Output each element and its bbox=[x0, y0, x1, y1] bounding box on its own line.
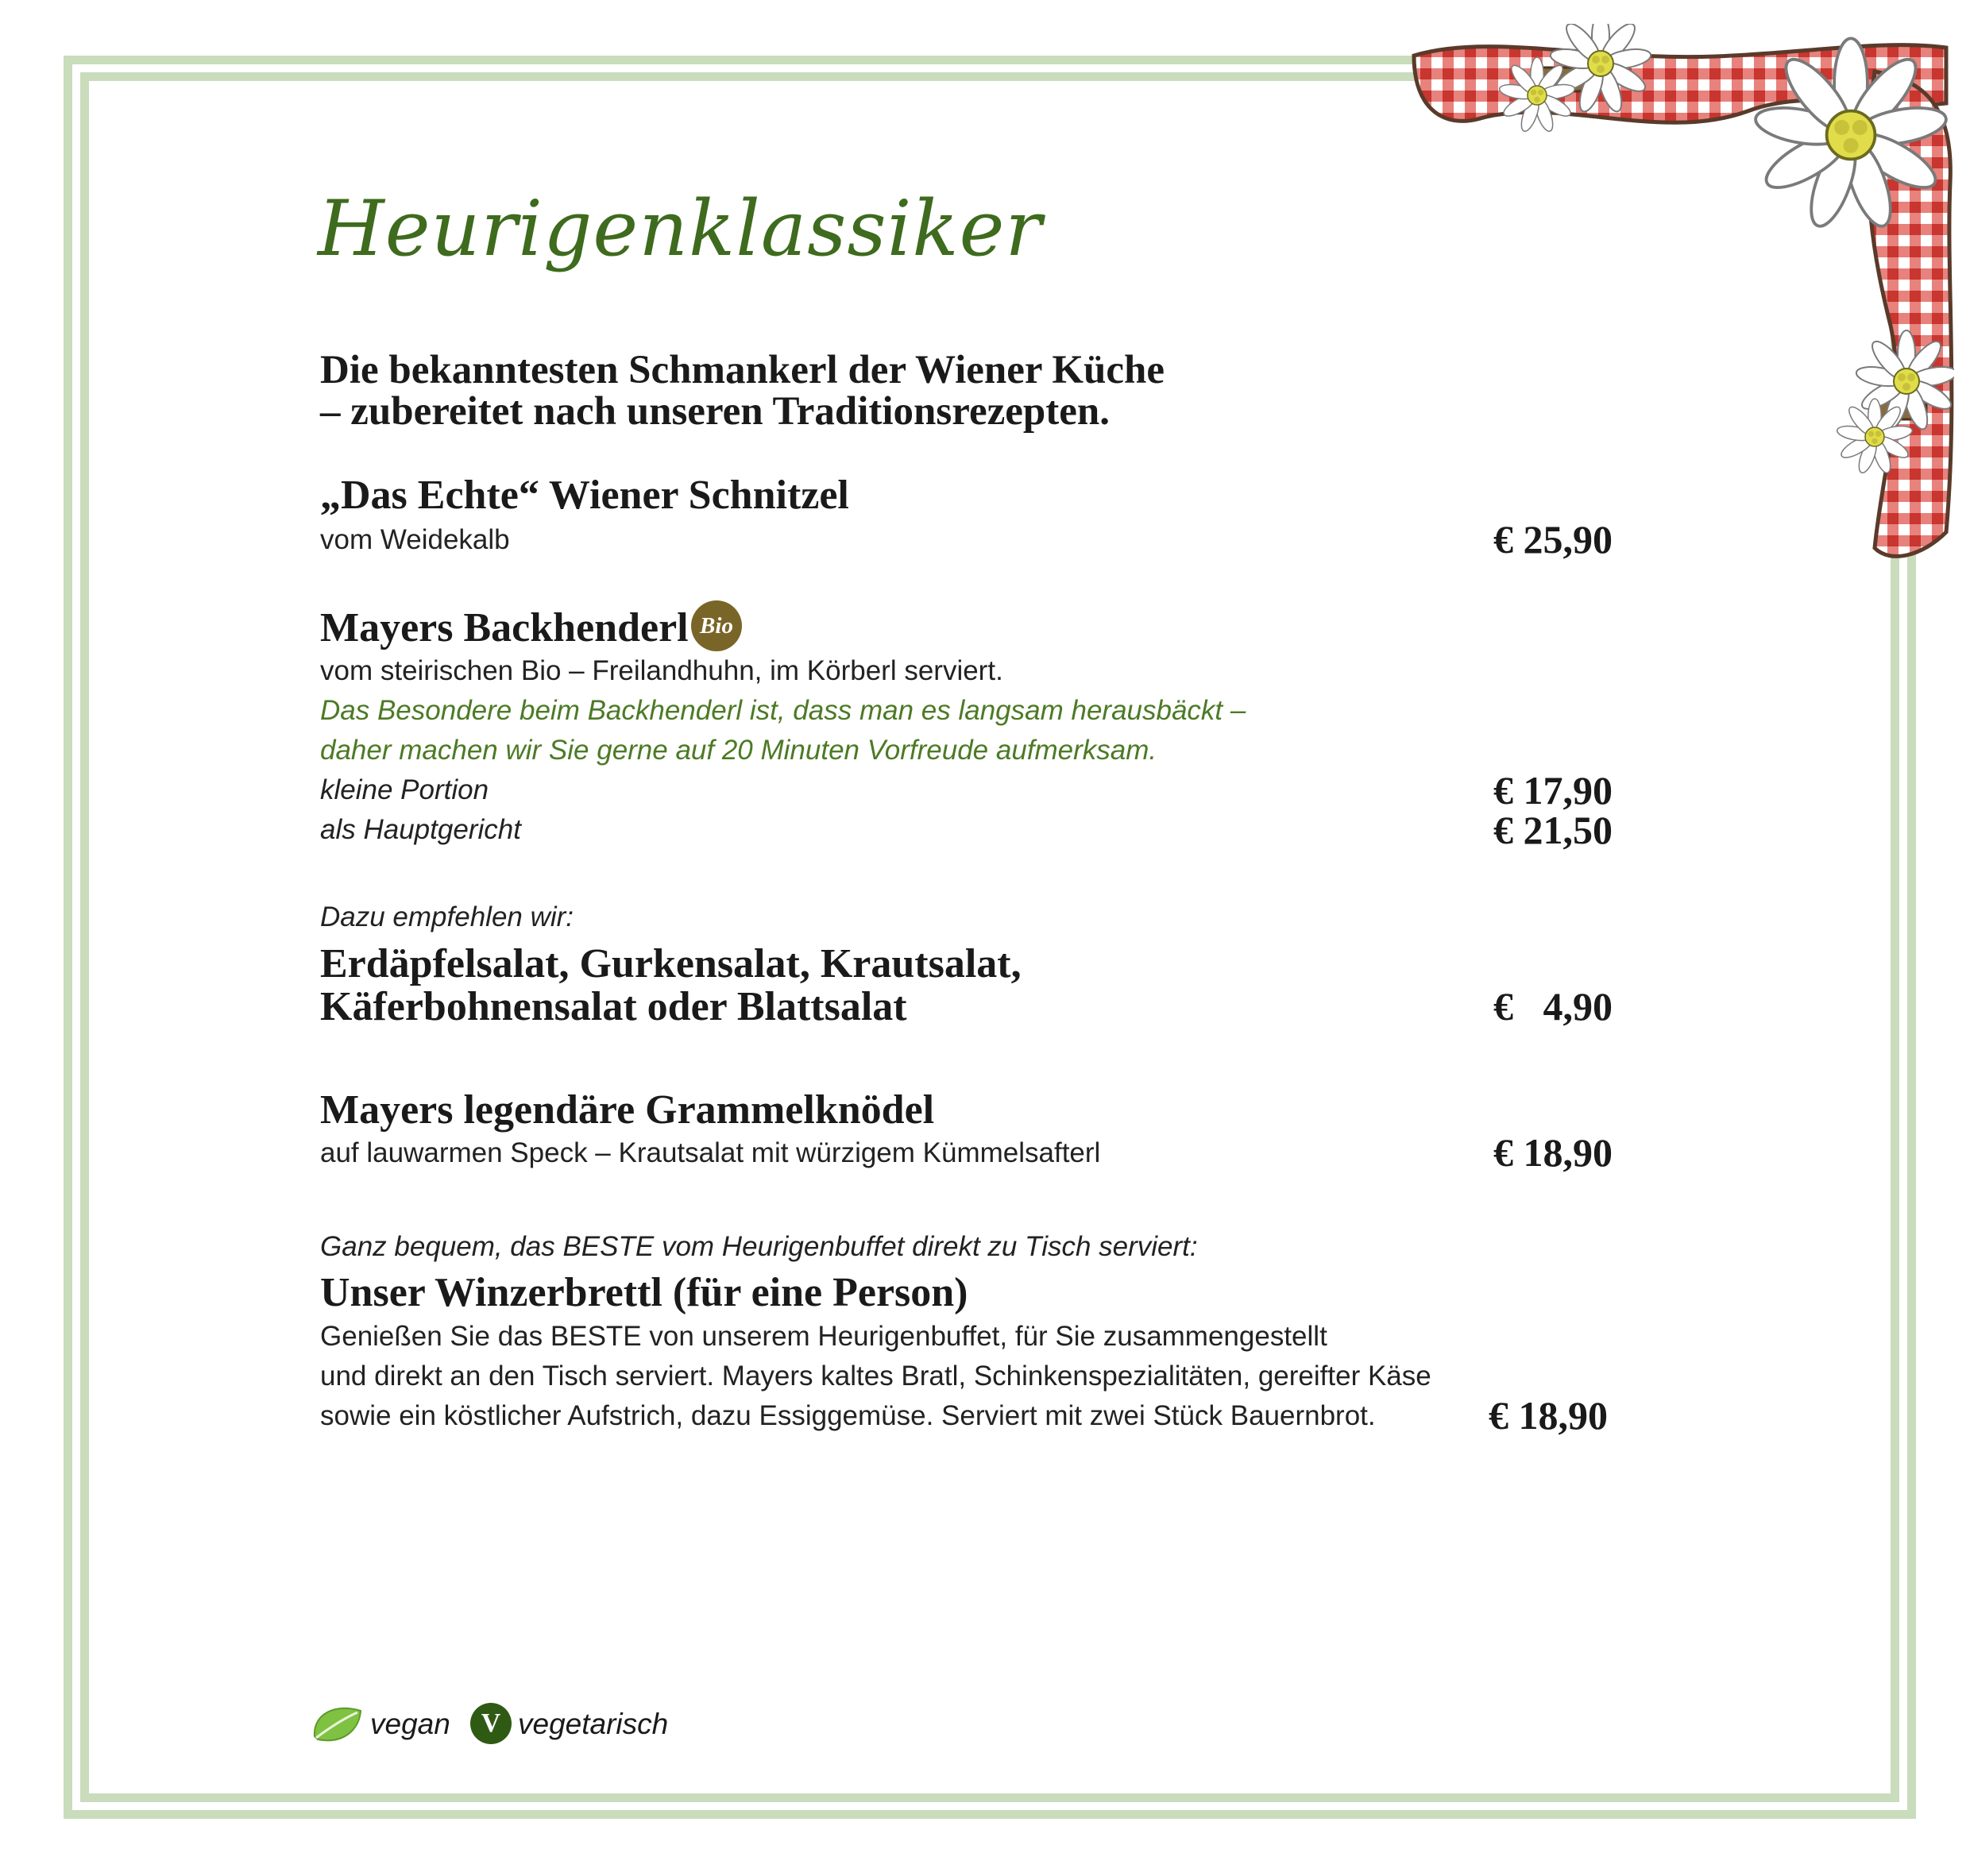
item-title-grammelknoedel: Mayers legendäre Grammelknödel bbox=[320, 1087, 935, 1133]
winzerbrettl-intro: Ganz bequem, das BESTE vom Heurigenbuffet direkt zu Tisch serviert: bbox=[320, 1231, 1198, 1262]
item-desc-winzerbrettl-2: und direkt an den Tisch serviert. Mayers kaltes Bratl, Schinkenspezialitäten, gereifter Käse bbox=[320, 1361, 1431, 1392]
intro-text bbox=[320, 349, 1165, 432]
legend-vegetarian-label: vegetarisch bbox=[518, 1708, 669, 1740]
page-title: Heurigenklassiker bbox=[318, 184, 1043, 273]
item-desc-schnitzel: vom Weidekalb bbox=[320, 524, 510, 555]
curtain-edelweiss-decoration bbox=[1398, 24, 1954, 580]
item-title-schnitzel: „Das Echte“ Wiener Schnitzel bbox=[320, 473, 849, 518]
bio-badge: Bio bbox=[691, 600, 742, 651]
intro-line-1: Die bekanntesten Schmankerl der Wiener Küche bbox=[320, 348, 1165, 392]
item-note-backhenderl-1: Das Besondere beim Backhenderl ist, dass man es langsam herausbäckt – bbox=[320, 695, 1246, 726]
portion-small-label: kleine Portion bbox=[320, 774, 489, 805]
item-price-schnitzel: € 25,90 bbox=[1493, 517, 1613, 562]
v-circle-icon: V bbox=[470, 1703, 512, 1744]
portion-main-price: € 21,50 bbox=[1493, 808, 1613, 852]
item-title-backhenderl: Mayers Backhenderl bbox=[320, 605, 689, 650]
item-price-grammelknoedel: € 18,90 bbox=[1493, 1130, 1613, 1175]
intro-line-2: – zubereitet nach unseren Traditionsrezepten. bbox=[320, 389, 1110, 434]
item-desc-winzerbrettl-3: sowie ein köstlicher Aufstrich, dazu Essiggemüse. Serviert mit zwei Stück Bauernbrot. bbox=[320, 1400, 1376, 1431]
salad-intro: Dazu empfehlen wir: bbox=[320, 901, 574, 932]
item-desc-grammelknoedel: auf lauwarmen Speck – Krautsalat mit würzigem Kümmelsafterl bbox=[320, 1137, 1101, 1168]
item-desc-winzerbrettl-1: Genießen Sie das BESTE von unserem Heurigenbuffet, für Sie zusammengestellt bbox=[320, 1321, 1327, 1352]
item-desc-backhenderl: vom steirischen Bio – Freilandhuhn, im Körberl serviert. bbox=[320, 655, 1003, 686]
portion-main-label: als Hauptgericht bbox=[320, 814, 521, 845]
item-note-backhenderl-2: daher machen wir Sie gerne auf 20 Minuten Vorfreude aufmerksam. bbox=[320, 735, 1157, 766]
item-price-winzerbrettl: € 18,90 bbox=[1489, 1393, 1608, 1438]
leaf-icon bbox=[310, 1700, 365, 1747]
salad-title-line-1: Erdäpfelsalat, Gurkensalat, Krautsalat, bbox=[320, 941, 1022, 986]
salad-title-line-2: Käferbohnensalat oder Blattsalat bbox=[320, 984, 907, 1029]
portion-small-price: € 17,90 bbox=[1493, 768, 1613, 813]
item-title-winzerbrettl: Unser Winzerbrettl (für eine Person) bbox=[320, 1270, 968, 1315]
legend-vegan-label: vegan bbox=[370, 1708, 450, 1740]
salad-price: € 4,90 bbox=[1493, 984, 1613, 1029]
